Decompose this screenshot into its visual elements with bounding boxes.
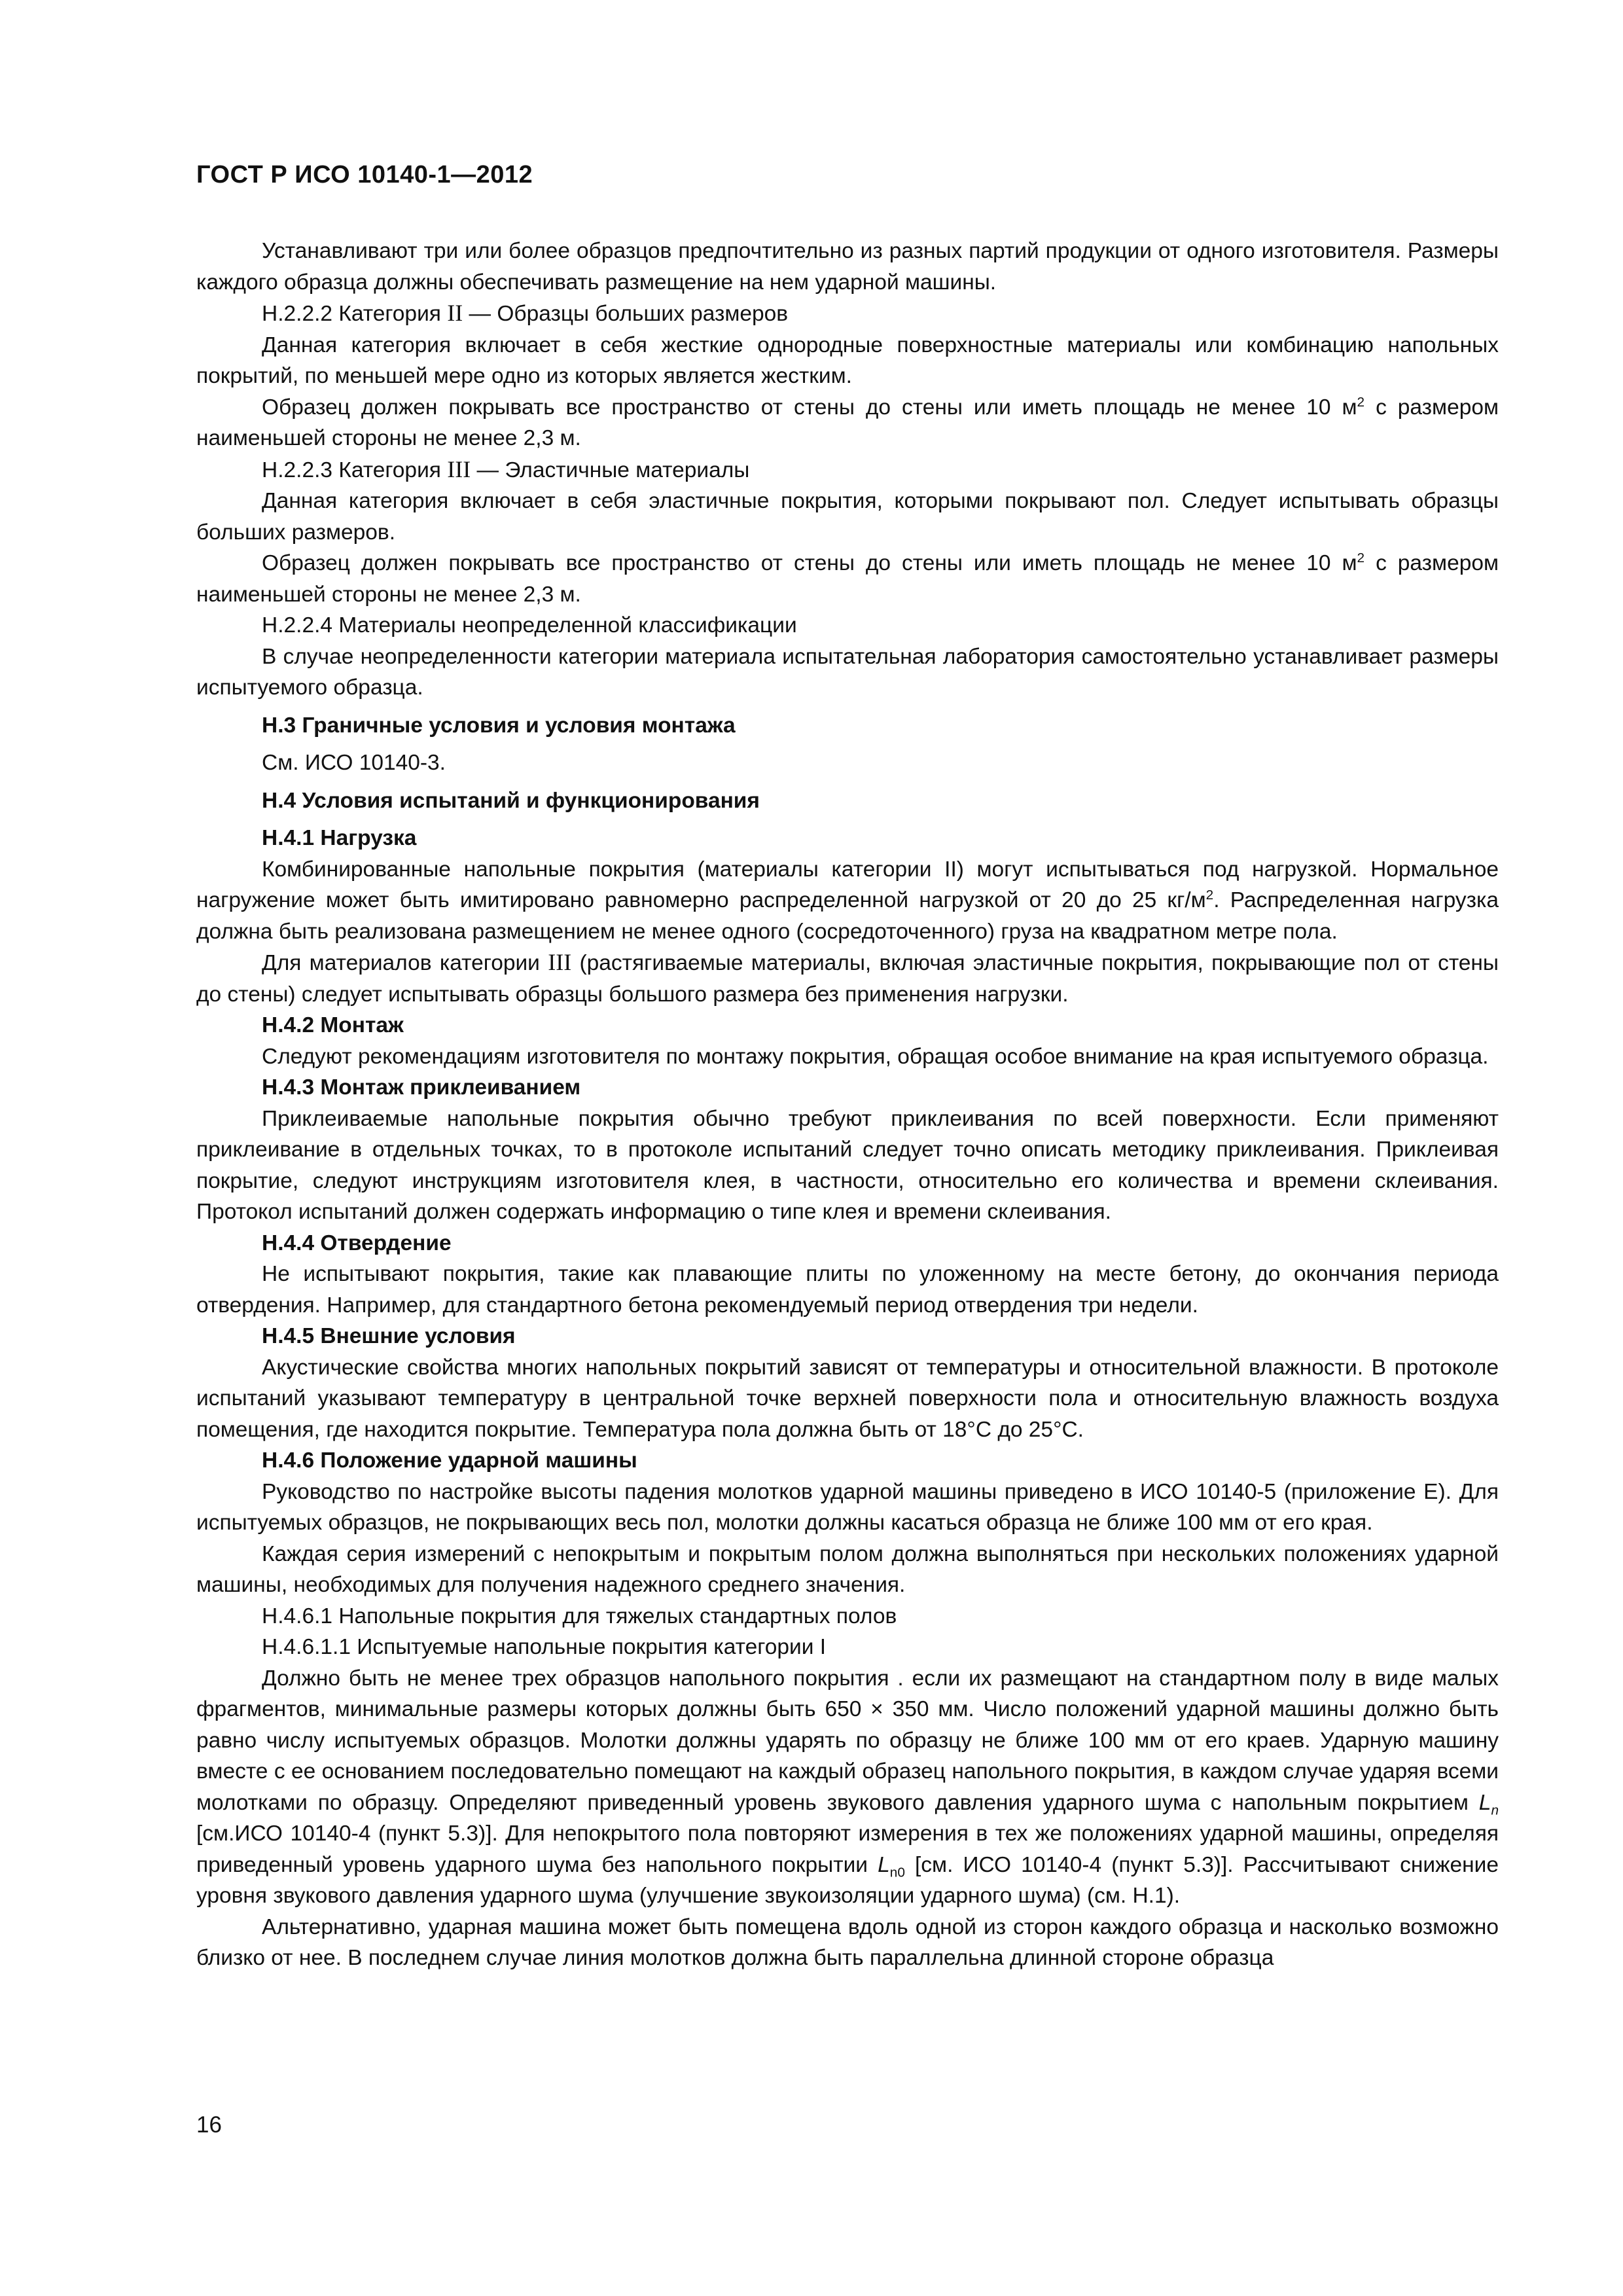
paragraph: Образец должен покрывать все пространство от стены до стены или иметь площадь не менее 10 $м^2$ с размером наименьшей стороны не менее 2,3 м.	[196, 394, 1499, 450]
section-heading-h4: Н.4 Условия испытаний и функционирования	[262, 788, 760, 813]
paragraph: В случае неопределенности категории материала испытательная лаборатория самостоятельно устанавливает размеры испытуемого образца.	[196, 644, 1499, 700]
paragraph: Устанавливают три или более образцов предпочтительно из разных партий продукции от одного изготовителя. Размеры каждого образца должны обеспечивать размещение на нем ударной машины.	[196, 239, 1499, 295]
document-body	[196, 236, 1499, 1974]
subsection-heading-h4-6-1-1: Н.4.6.1.1 Испытуемые напольные покрытия категории I	[262, 1635, 827, 1659]
paragraph: Данная категория включает в себя жесткие однородные поверхностные материалы или комбинацию напольных покрытий, по меньшей мере одно из которых является жестким.	[196, 332, 1499, 388]
subsection-heading-h4-6-1: Н.4.6.1 Напольные покрытия для тяжелых стандартных полов	[262, 1604, 897, 1628]
paragraph: Каждая серия измерений с непокрытым и покрытым полом должна выполняться при нескольких положениях ударной машины, необходимых для получения надежного среднего значения.	[196, 1541, 1499, 1597]
section-heading-h4-4: Н.4.4 Отвердение	[262, 1230, 452, 1255]
section-heading-h3: Н.3 Граничные условия и условия монтажа	[262, 713, 736, 738]
paragraph: Руководство по настройке высоты падения молотков ударной машины приведено в ИСО 10140-5 (приложение Е). Для испытуемых образцов, не покрывающих весь пол, молотки должны касаться образца не ближе 100 мм от его края.	[196, 1479, 1499, 1535]
page-number: 16	[196, 2112, 222, 2138]
paragraph: Комбинированные напольные покрытия (материалы категории II) могут испытываться под нагрузкой. Нормальное нагружение может быть имитировано равномерно распределенной нагрузкой от 20 до 25 $кг/м^2$. Распределенная нагрузка должна быть реализована размещением не менее одного (сосредоточенного) груза на квадратном метре пола.	[196, 857, 1499, 944]
paragraph: Следуют рекомендациям изготовителя по монтажу покрытия, обращая особое внимание на края испытуемого образца.	[262, 1044, 1489, 1069]
section-heading-h4-3: Н.4.3 Монтаж приклеиванием	[262, 1075, 581, 1100]
paragraph: Данная категория включает в себя эластичные покрытия, которыми покрывают пол. Следует испытывать образцы больших размеров.	[196, 489, 1499, 545]
subsection-heading-h2-2-2: Н.2.2.2 Категория II — Образцы больших размеров	[262, 300, 789, 326]
paragraph: Не испытывают покрытия, такие как плавающие плиты по уложенному на месте бетону, до окончания периода отвердения. Например, для стандартного бетона рекомендуемый период отвердения три недели.	[196, 1262, 1499, 1318]
paragraph: Акустические свойства многих напольных покрытий зависят от температуры и относительной влажности. В протоколе испытаний указывают температуру в центральной точке верхней поверхности пола и относительную влажность воздуха помещения, где находится покрытие. Температура пола должна быть от 18°С до 25°С.	[196, 1355, 1499, 1442]
section-heading-h4-1: Н.4.1 Нагрузка	[262, 826, 417, 850]
paragraph: Альтернативно, ударная машина может быть помещена вдоль одной из сторон каждого образца и насколько возможно близко от нее. В последнем случае линия молотков должна быть параллельна длинной стороне образца	[196, 1914, 1499, 1970]
paragraph: Должно быть не менее трех образцов напольного покрытия . если их размещают на стандартном полу в виде малых фрагментов, минимальные размеры которых должны быть 650 × 350 мм. Число положений ударной машины должно быть равно числу испытуемых образцов. Молотки должны ударять по образцу не ближе 100 мм от его краев. Ударную машину вместе с ее основанием последовательно помещают на каждый образец напольного покрытия, в каждом случае ударяя всеми молотками по образцу. Определяют приведенный уровень звукового давления ударного шума с напольным покрытием $L_n$ [см.ИСО 10140-4 (пункт 5.3)]. Для непокрытого пола повторяют измерения в тех же положениях ударной машины, определяя приведенный уровень ударного шума без напольного покрытии $L_{n0}$ [см. ИСО 10140-4 (пункт 5.3)]. Рассчитывают снижение уровня звукового давления ударного шума (улучшение звукоизоляции ударного шума) (см. Н.1).	[196, 1666, 1499, 1908]
section-heading-h4-5: Н.4.5 Внешние условия	[262, 1324, 516, 1348]
paragraph: Для материалов категории III (растягиваемые материалы, включая эластичные покрытия, покрывающие пол от стены до стены) следует испытывать образцы большого размера без применения нагрузки.	[196, 949, 1499, 1007]
paragraph: Приклеиваемые напольные покрытия обычно требуют приклеивания по всей поверхности. Если применяют приклеивание в отдельных точках, то в протоколе испытаний следует точно описать методику приклеивания. Приклеивая покрытие, следуют инструкциям изготовителя клея, в частности, относительно его количества и времени склеивания. Протокол испытаний должен содержать информацию о типе клея и времени склеивания.	[196, 1106, 1499, 1224]
section-heading-h4-6: Н.4.6 Положение ударной машины	[262, 1448, 637, 1473]
section-heading-h4-2: Н.4.2 Монтаж	[262, 1013, 404, 1037]
subsection-heading-h2-2-4: Н.2.2.4 Материалы неопределенной классификации	[262, 613, 797, 637]
paragraph: Образец должен покрывать все пространство от стены до стены или иметь площадь не менее 10 $м^2$ с размером наименьшей стороны не менее 2,3 м.	[196, 550, 1499, 607]
paragraph: См. ИСО 10140-3.	[262, 751, 446, 775]
subsection-heading-h2-2-3: Н.2.2.3 Категория III — Эластичные материалы	[262, 456, 750, 482]
document-header: ГОСТ Р ИСО 10140-1—2012	[196, 161, 533, 188]
